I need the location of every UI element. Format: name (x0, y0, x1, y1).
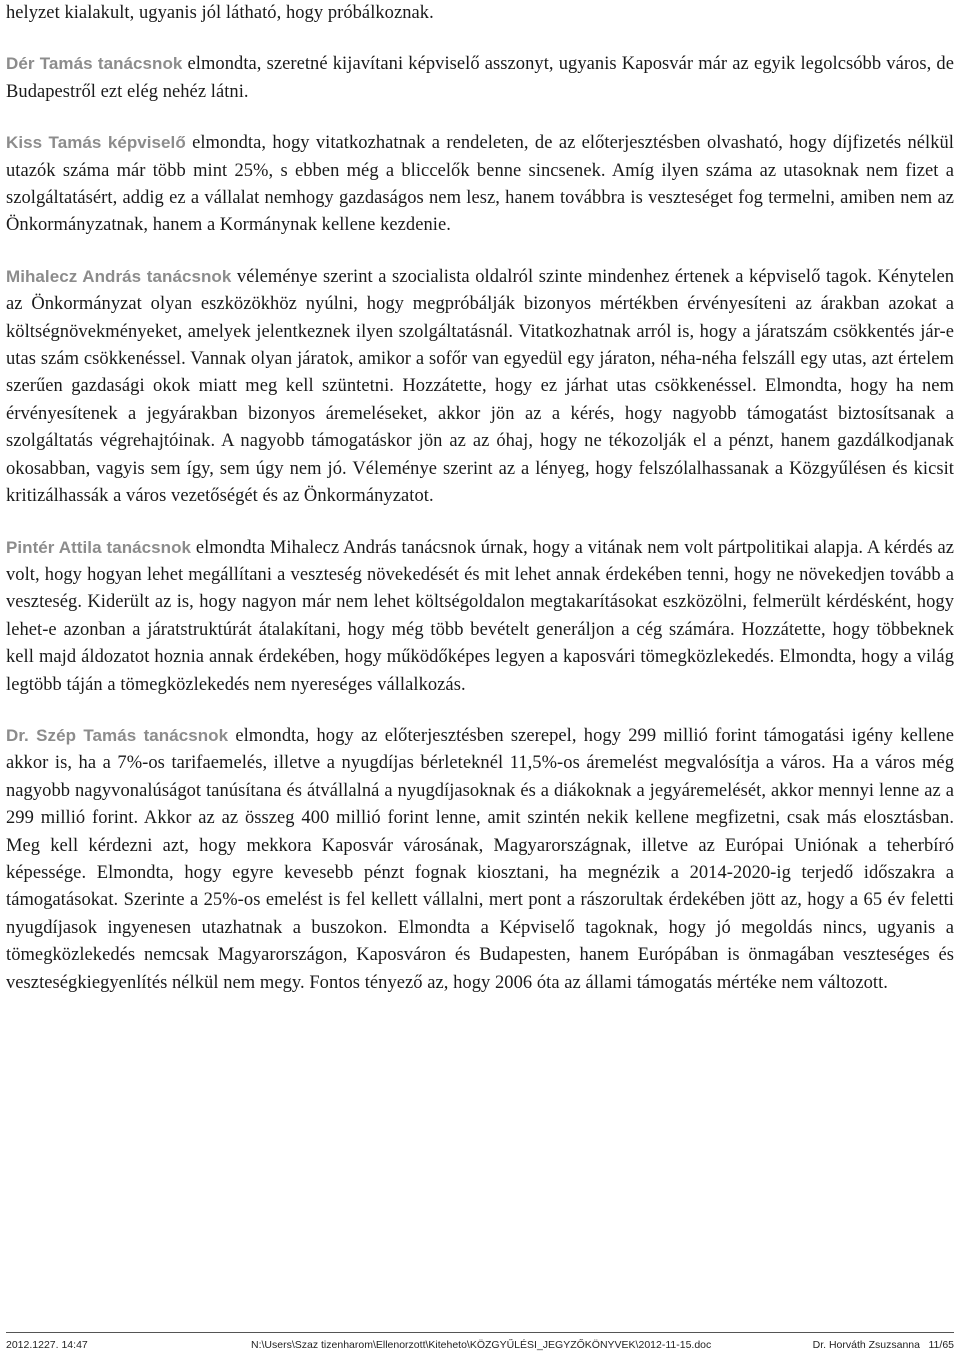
paragraph-text: helyzet kialakult, ugyanis jól látható, hogy próbálkoznak. (6, 3, 434, 23)
paragraph-continuation (6, 0, 954, 27)
footer-page-number: 11/65 (928, 1339, 954, 1351)
footer-divider (6, 1332, 954, 1333)
speaker-name: Kiss Tamás képviselő (6, 133, 186, 153)
footer-date: 2012.1227. 14:47 (6, 1339, 88, 1351)
speaker-name: Dr. Szép Tamás tanácsnok (6, 725, 229, 745)
document-body (6, 0, 954, 997)
footer-file-path: N:\Users\Szaz tizenharom\Ellenorzott\Kiteheto\KÖZGYŰLÉSI_JEGYZŐKÖNYVEK\2012-11-15.doc (251, 1339, 712, 1351)
paragraph-der-tamas (6, 50, 954, 106)
footer-author: Dr. Horváth Zsuzsanna (812, 1339, 920, 1351)
paragraph-mihalecz-andras (6, 263, 954, 511)
speaker-name: Mihalecz András tanácsnok (6, 266, 232, 286)
paragraph-text: véleménye szerint a szocialista oldalról szinte mindenhez értenek a képviselő tagok. Kénytelen az Önkormányzat olyan eszközökhöz nyúlni, hogy megpróbálják bizonyos mértékben érvényesíteni az árakban azokat a költségnövekményeket, amelyek jelentkeznek ilyen szolgáltatásnál. Vitatkozhatnak arról is, hogy a járatszám csökkentés jár-e utas szám csökkenéssel. Vannak olyan járatok, amikor a sofőr van egyedül egy járaton, néha-néha felszáll egy utas, azt értelem szerűen gazdasági okok miatt meg kell szüntetni. Hozzátette, hogy ez járhat utas csökkenéssel. Elmondta, hogy ha nem érvényesítenek a jegyárakban bizonyos áremeléseket, akkor jön az a kérés, hogy nagyobb támogatást biztosítsanak a szolgáltatás végrehajtóinak. A nagyobb támogatáskor jön az az óhaj, hogy ne tékozolják el a pénzt, hanem gazdálkodjanak okosabban, vagyis sem így, sem úgy nem jó. Véleménye szerint az a lényeg, hogy felszólalhassanak a Közgyűlésen és kicsit kritizálhassák a város vezetőségét és az Önkormányzatot. (6, 266, 955, 507)
paragraph-text: elmondta Mihalecz András tanácsnok úrnak, hogy a vitának nem volt pártpolitikai alapja. A kérdés az volt, hogy hogyan lehet megállítani a veszteség növekedését és mit lehet annak érdekében tenni, hogy ne növekedjen tovább a veszteség. Kiderült az is, hogy nagyon már nem lehet költségoldalon megtakarításokat eszközölni, felmerült kérdésként, hogy lehet-e azonban a járatstruktúrát átalakítani, hogy még több bevételt generáljon a cég számára. Hozzátette, hogy többeknek kell majd áldozatot hoznia annak érdekében, hogy működőképes legyen a kaposvári tömegközlekedés. Elmondta, hogy a világ legtöbb táján a tömegközlekedés nem nyereséges vállalkozás. (6, 537, 954, 695)
speaker-name: Dér Tamás tanácsnok (6, 54, 183, 74)
paragraph-text: elmondta, szeretné kijavítani képviselő asszonyt, ugyanis Kaposvár már az egyik legolcsóbb város, de Budapestről ezt elég nehéz látni. (6, 54, 954, 102)
paragraph-kiss-tamas (6, 129, 954, 240)
paragraph-text: elmondta, hogy vitatkozhatnak a rendeleten, de az előterjesztésben olvasható, hogy díjfizetés nélkül utazók száma már több mint 25%, s ebben még a bliccelők benne sincsenek. Amíg ilyen száma az utasoknak nem fizet a szolgáltatásért, addig ez a vállalat nemhogy gazdaságos nem lesz, hanem továbbra is veszteséget fog termelni, amiben nem az Önkormányzatnak, hanem a Kormánynak kellene kezdenie. (6, 133, 954, 236)
paragraph-pinter-attila (6, 534, 954, 699)
paragraph-szep-tamas (6, 722, 954, 997)
paragraph-text: elmondta, hogy az előterjesztésben szerepel, hogy 299 millió forint támogatási igény kellene akkor is, ha a 7%-os tarifaemelés, illetve a nyugdíjas bérleteknél 11,5%-os áremelést megvalósítja a város. Ha a város még nagyobb nagyvonalúságot tanúsítana és átvállalná a nyugdíjasoknak és a diákoknak a jegyáremelését, akkor mennyi lenne az a 299 millió forint. Akkor az az összeg 400 millió forint lenne, amit szintén nekik kellene megfizetni, csak más elosztásban. Meg kell kérdezni azt, hogy mekkora Kaposvár városának, Magyarországnak, illetve az Európai Uniónak a teherbíró képessége. Elmondta, hogy egyre kevesebb pénzt fognak kiosztani, ha megnézik a 2014-2020-ig terjedő időszakra a támogatásokat. Szerinte a 25%-os emelést is fel kellett vállalni, mert pont a rászorultak érdekében jött az, hogy a 65 év feletti nyugdíjasok ingyenesen utazhatnak a buszokon. Elmondta a Képviselő tagoknak, hogy jó megoldás nincs, ugyanis a tömegközlekedés nemcsak Magyarországon, Kaposváron és Budapesten, hanem Európában is önmagában veszteséges és veszteségkiegyenlítés nélkül nem megy. Fontos tényező az, hogy 2006 óta az állami támogatás mértéke nem változott. (6, 725, 954, 993)
speaker-name: Pintér Attila tanácsnok (6, 537, 192, 557)
